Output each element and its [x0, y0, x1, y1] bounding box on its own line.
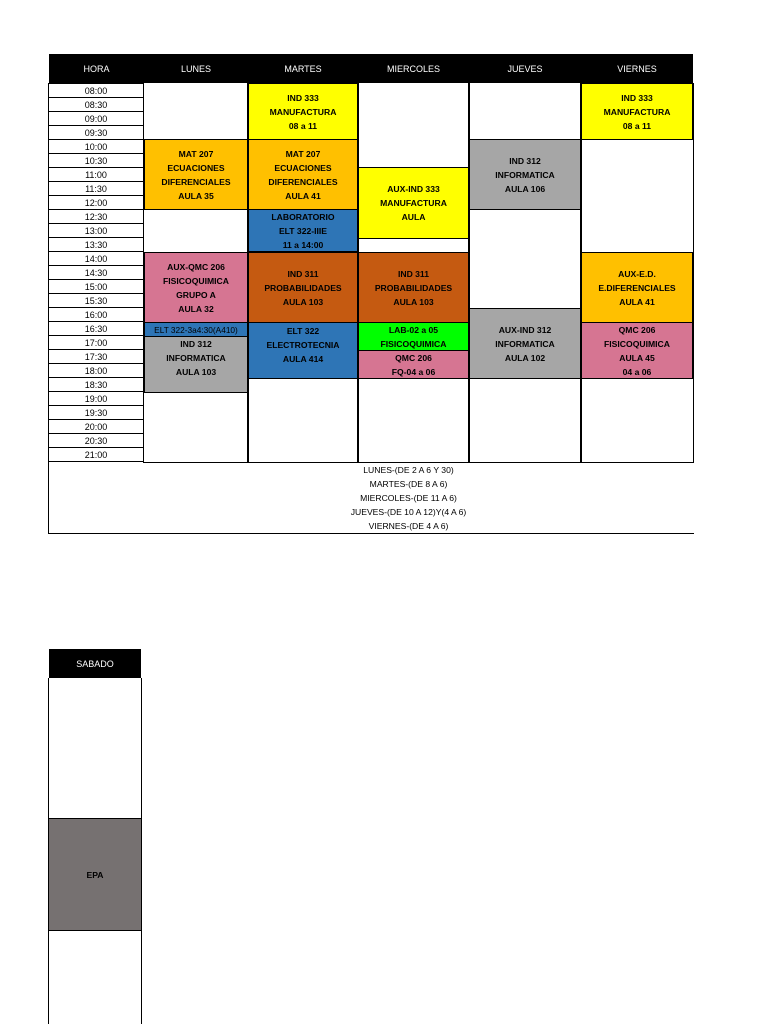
block-line: FISICOQUIMICA: [380, 338, 447, 349]
time-slot: 08:30: [48, 97, 144, 112]
block-line: MAT 207: [178, 148, 214, 159]
class-block: [358, 350, 469, 379]
time-slot: 17:30: [48, 349, 144, 364]
block-line: AULA 103: [175, 367, 217, 377]
block-line: MANUFACTURA: [380, 198, 447, 208]
class-block: [469, 139, 581, 210]
block-line: IND 333: [621, 92, 653, 103]
block-line: IND 312: [180, 339, 212, 349]
block-line: E.DIFERENCIALES: [598, 282, 676, 293]
header-viernes: VIERNES: [581, 54, 693, 83]
block-line: EPA: [86, 869, 104, 880]
header-jueves: JUEVES: [469, 54, 581, 83]
time-slot: 20:30: [48, 433, 144, 448]
time-slot: 15:00: [48, 279, 144, 294]
block-line: AULA 414: [282, 354, 324, 364]
block-line: 08 a 11: [622, 120, 652, 131]
notes-inner: [86, 463, 731, 534]
block-line: GRUPO A: [176, 289, 216, 300]
class-block: [248, 139, 358, 210]
class-block: [144, 336, 248, 393]
header-lunes: LUNES: [144, 54, 248, 83]
block-line: IND 311: [287, 268, 319, 279]
class-block: [358, 322, 469, 351]
time-slot: 13:30: [48, 237, 144, 252]
block-line: AUX-QMC 206: [167, 261, 225, 272]
time-slot: 16:30: [48, 321, 144, 336]
block-line: 11 a 14:00: [282, 239, 324, 250]
class-block: [581, 252, 693, 323]
schedule-notes: [49, 463, 768, 533]
block-line: AULA 102: [504, 352, 546, 363]
class-block: [358, 167, 469, 239]
block-line: MANUFACTURA: [603, 106, 671, 117]
block-line: AULA 45: [619, 352, 655, 363]
block-line: AUX-IND 333: [387, 184, 440, 194]
block-line: LABORATORIO: [271, 211, 335, 222]
header-martes: MARTES: [248, 54, 358, 83]
block-line: ELT 322-3a4:30(A410): [154, 324, 238, 335]
block-line: 08 a 11: [288, 120, 318, 131]
time-slot: 18:30: [48, 377, 144, 392]
time-slot: 09:30: [48, 125, 144, 140]
block-line: ELECTROTECNIA: [266, 340, 340, 350]
block-line: ECUACIONES: [274, 162, 332, 173]
time-slot: 15:30: [48, 293, 144, 308]
header-hora: HORA: [49, 54, 144, 83]
time-slot: 13:00: [48, 223, 144, 238]
block-line: MAT 207: [285, 148, 321, 159]
block-line: DIFERENCIALES: [161, 176, 231, 187]
time-slot: 16:00: [48, 307, 144, 322]
block-line: AULA 103: [282, 296, 324, 307]
time-slot: 11:30: [48, 181, 144, 196]
note-line: LUNES-(DE 2 A 6 Y 30): [363, 464, 454, 475]
time-slot: 09:00: [48, 111, 144, 126]
block-line: DIFERENCIALES: [268, 176, 338, 187]
block-line: FISICOQUIMICA: [604, 338, 670, 349]
time-slot: 19:00: [48, 391, 144, 406]
time-slot: 08:00: [48, 83, 144, 98]
block-line: AULA: [401, 212, 426, 222]
block-line: QMC 206: [395, 352, 432, 363]
block-line: 04 a 06: [622, 366, 652, 377]
block-line: INFORMATICA: [166, 353, 226, 363]
block-line: IND 312: [509, 155, 541, 166]
time-slot: 12:00: [48, 195, 144, 210]
time-slot: 20:00: [48, 419, 144, 434]
block-line: AULA 41: [285, 190, 321, 201]
block-line: ELT 322: [286, 326, 320, 336]
time-slot: 14:00: [48, 251, 144, 266]
class-block-epa: [48, 818, 142, 931]
block-line: ECUACIONES: [167, 162, 225, 173]
header-sabado: SABADO: [49, 649, 141, 678]
block-line: INFORMATICA: [495, 169, 555, 180]
time-slot: 11:00: [48, 167, 144, 182]
time-slot: 12:30: [48, 209, 144, 224]
class-block: [248, 209, 358, 252]
note-line: VIERNES-(DE 4 A 6): [368, 521, 449, 532]
class-block: [248, 322, 358, 379]
block-line: LAB-02 a 05: [388, 324, 439, 335]
block-line: AUX-IND 312: [498, 324, 552, 335]
class-block: [144, 139, 248, 210]
block-line: QMC 206: [618, 324, 656, 335]
time-slot: 10:30: [48, 153, 144, 168]
block-line: FQ-04 a 06: [391, 366, 436, 377]
block-line: PROBABILIDADES: [264, 282, 342, 293]
block-line: MANUFACTURA: [269, 106, 337, 117]
block-line: IND 333: [287, 92, 319, 103]
time-slot: 18:00: [48, 363, 144, 378]
time-slot: 14:30: [48, 265, 144, 280]
note-line: MIERCOLES-(DE 11 A 6): [360, 492, 457, 503]
class-block: [248, 83, 358, 140]
block-line: AULA 41: [619, 296, 655, 307]
header-miercoles: MIERCOLES: [358, 54, 469, 83]
class-block: [144, 252, 248, 323]
class-block: [248, 252, 358, 323]
time-slot: 17:00: [48, 335, 144, 350]
class-block: [358, 252, 469, 323]
block-line: AULA 32: [178, 303, 214, 314]
class-block: [581, 322, 693, 379]
block-line: AULA 106: [504, 183, 546, 194]
time-slot: 21:00: [48, 447, 144, 462]
time-slot: 10:00: [48, 139, 144, 154]
note-line: JUEVES-(DE 10 A 12)Y(4 A 6): [350, 507, 467, 518]
block-line: INFORMATICA: [495, 338, 555, 349]
block-line: AULA 35: [178, 190, 214, 201]
class-block: [469, 308, 581, 379]
time-slot: 19:30: [48, 405, 144, 420]
class-block: [581, 83, 693, 140]
class-block: [144, 322, 248, 337]
block-line: FISICOQUIMICA: [163, 275, 229, 286]
note-line: MARTES-(DE 8 A 6): [369, 478, 448, 489]
block-line: AULA 103: [393, 296, 434, 307]
block-line: IND 311: [397, 268, 430, 279]
block-line: PROBABILIDADES: [374, 282, 453, 293]
block-line: ELT 322-IIIE: [278, 225, 328, 236]
block-line: AUX-E.D.: [618, 268, 656, 279]
